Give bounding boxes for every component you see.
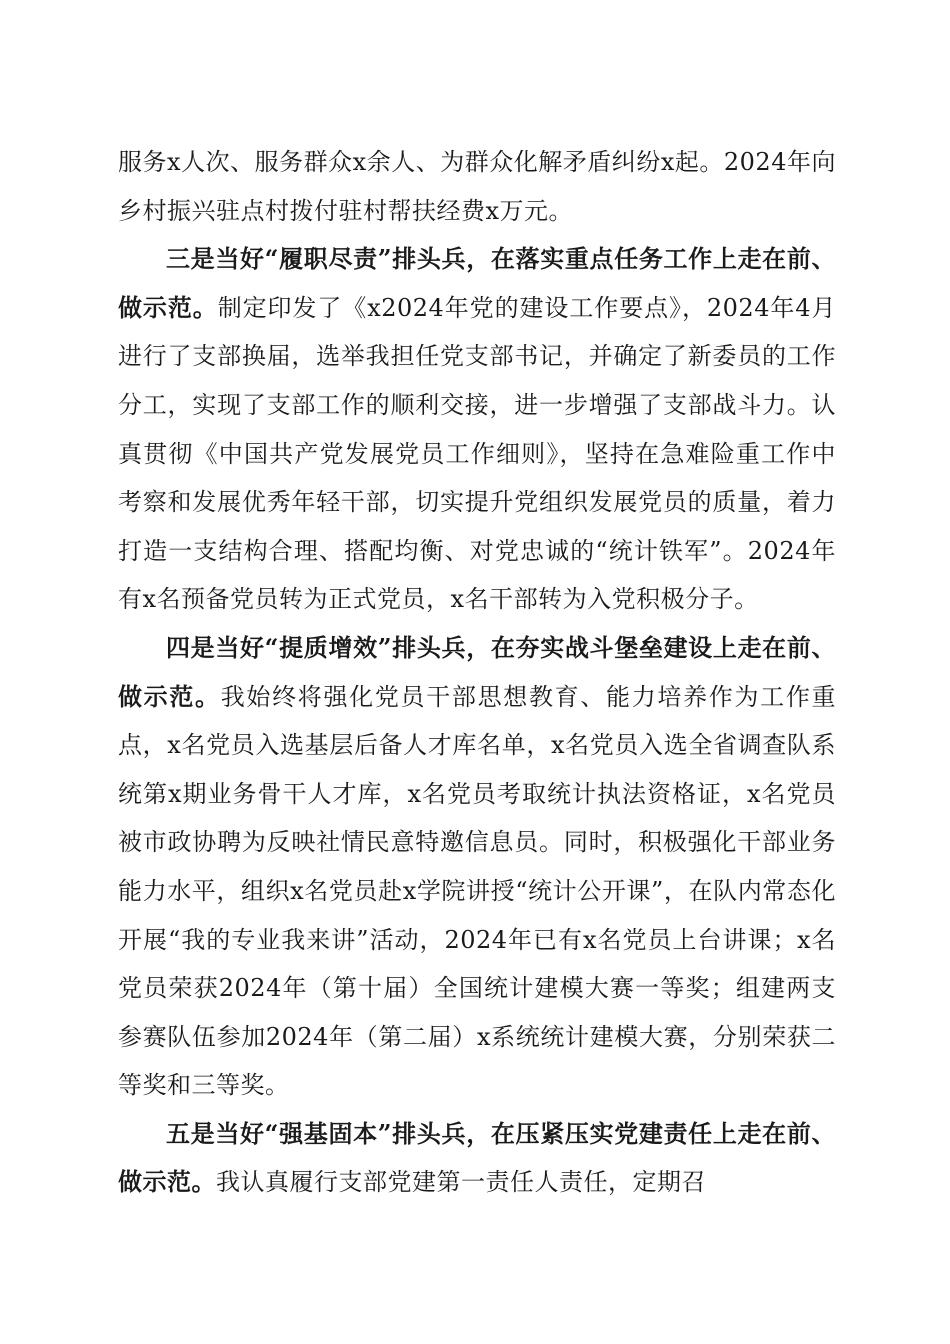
paragraph-lead: 四是当好“提质增效”排头兵，在夯实战斗堡垒建设上走在前、做示范。 (118, 632, 836, 711)
paragraph-lead: 三是当好“履职尽责”排头兵，在落实重点任务工作上走在前、做示范。 (118, 244, 836, 322)
paragraph-point-three (118, 235, 836, 624)
document-body (118, 138, 836, 1207)
paragraph-lead: 五是当好“强基固本”排头兵，在压紧压实党建责任上走在前、做示范。 (118, 1118, 836, 1197)
paragraph-text: 我认真履行支部党建第一责任人责任，定期召 (216, 1168, 706, 1197)
paragraph-text: 我始终将强化党员干部思想教育、能力培养作为工作重点，x名党员入选基层后备人才库名单，x名党员入选全省调查队系统第x期业务骨干人才库，x名党员考取统计执法资格证，x名党员被市政协聘为反映社情民意特邀信息员。同时，积极强化干部业务能力水平，组织x名党员赴x学院讲授“统计公开课”，在队内常态化开展“我的专业我来讲”活动，2024年已有x名党员上台讲课；x名党员荣获2024年（第十届）全国统计建模大赛一等奖；组建两支参赛队伍参加2024年（第二届）x系统统计建模大赛，分别荣获二等奖和三等奖。 (118, 682, 837, 1100)
paragraph-service-stats (118, 138, 836, 235)
paragraph-text: 制定印发了《x2024年党的建设工作要点》，2024年4月进行了支部换届，选举我担任党支部书记，并确定了新委员的工作分工，实现了支部工作的顺利交接，进一步增强了支部战斗力。认真贯彻《中国共产党发展党员工作细则》，坚持在急难险重工作中考察和发展优秀年轻干部，切实提升党组织发展党员的质量，着力打造一支结构合理、搭配均衡、对党忠诚的“统计铁军”。2024年有x名预备党员转为正式党员，x名干部转为入党积极分子。 (118, 293, 836, 614)
paragraph-point-five (118, 1110, 836, 1207)
paragraph-point-four (118, 624, 836, 1110)
paragraph-text: 服务x人次、服务群众x余人、为群众化解矛盾纠纷x起。2024年向乡村振兴驻点村拨付驻村帮扶经费x万元。 (118, 148, 836, 225)
